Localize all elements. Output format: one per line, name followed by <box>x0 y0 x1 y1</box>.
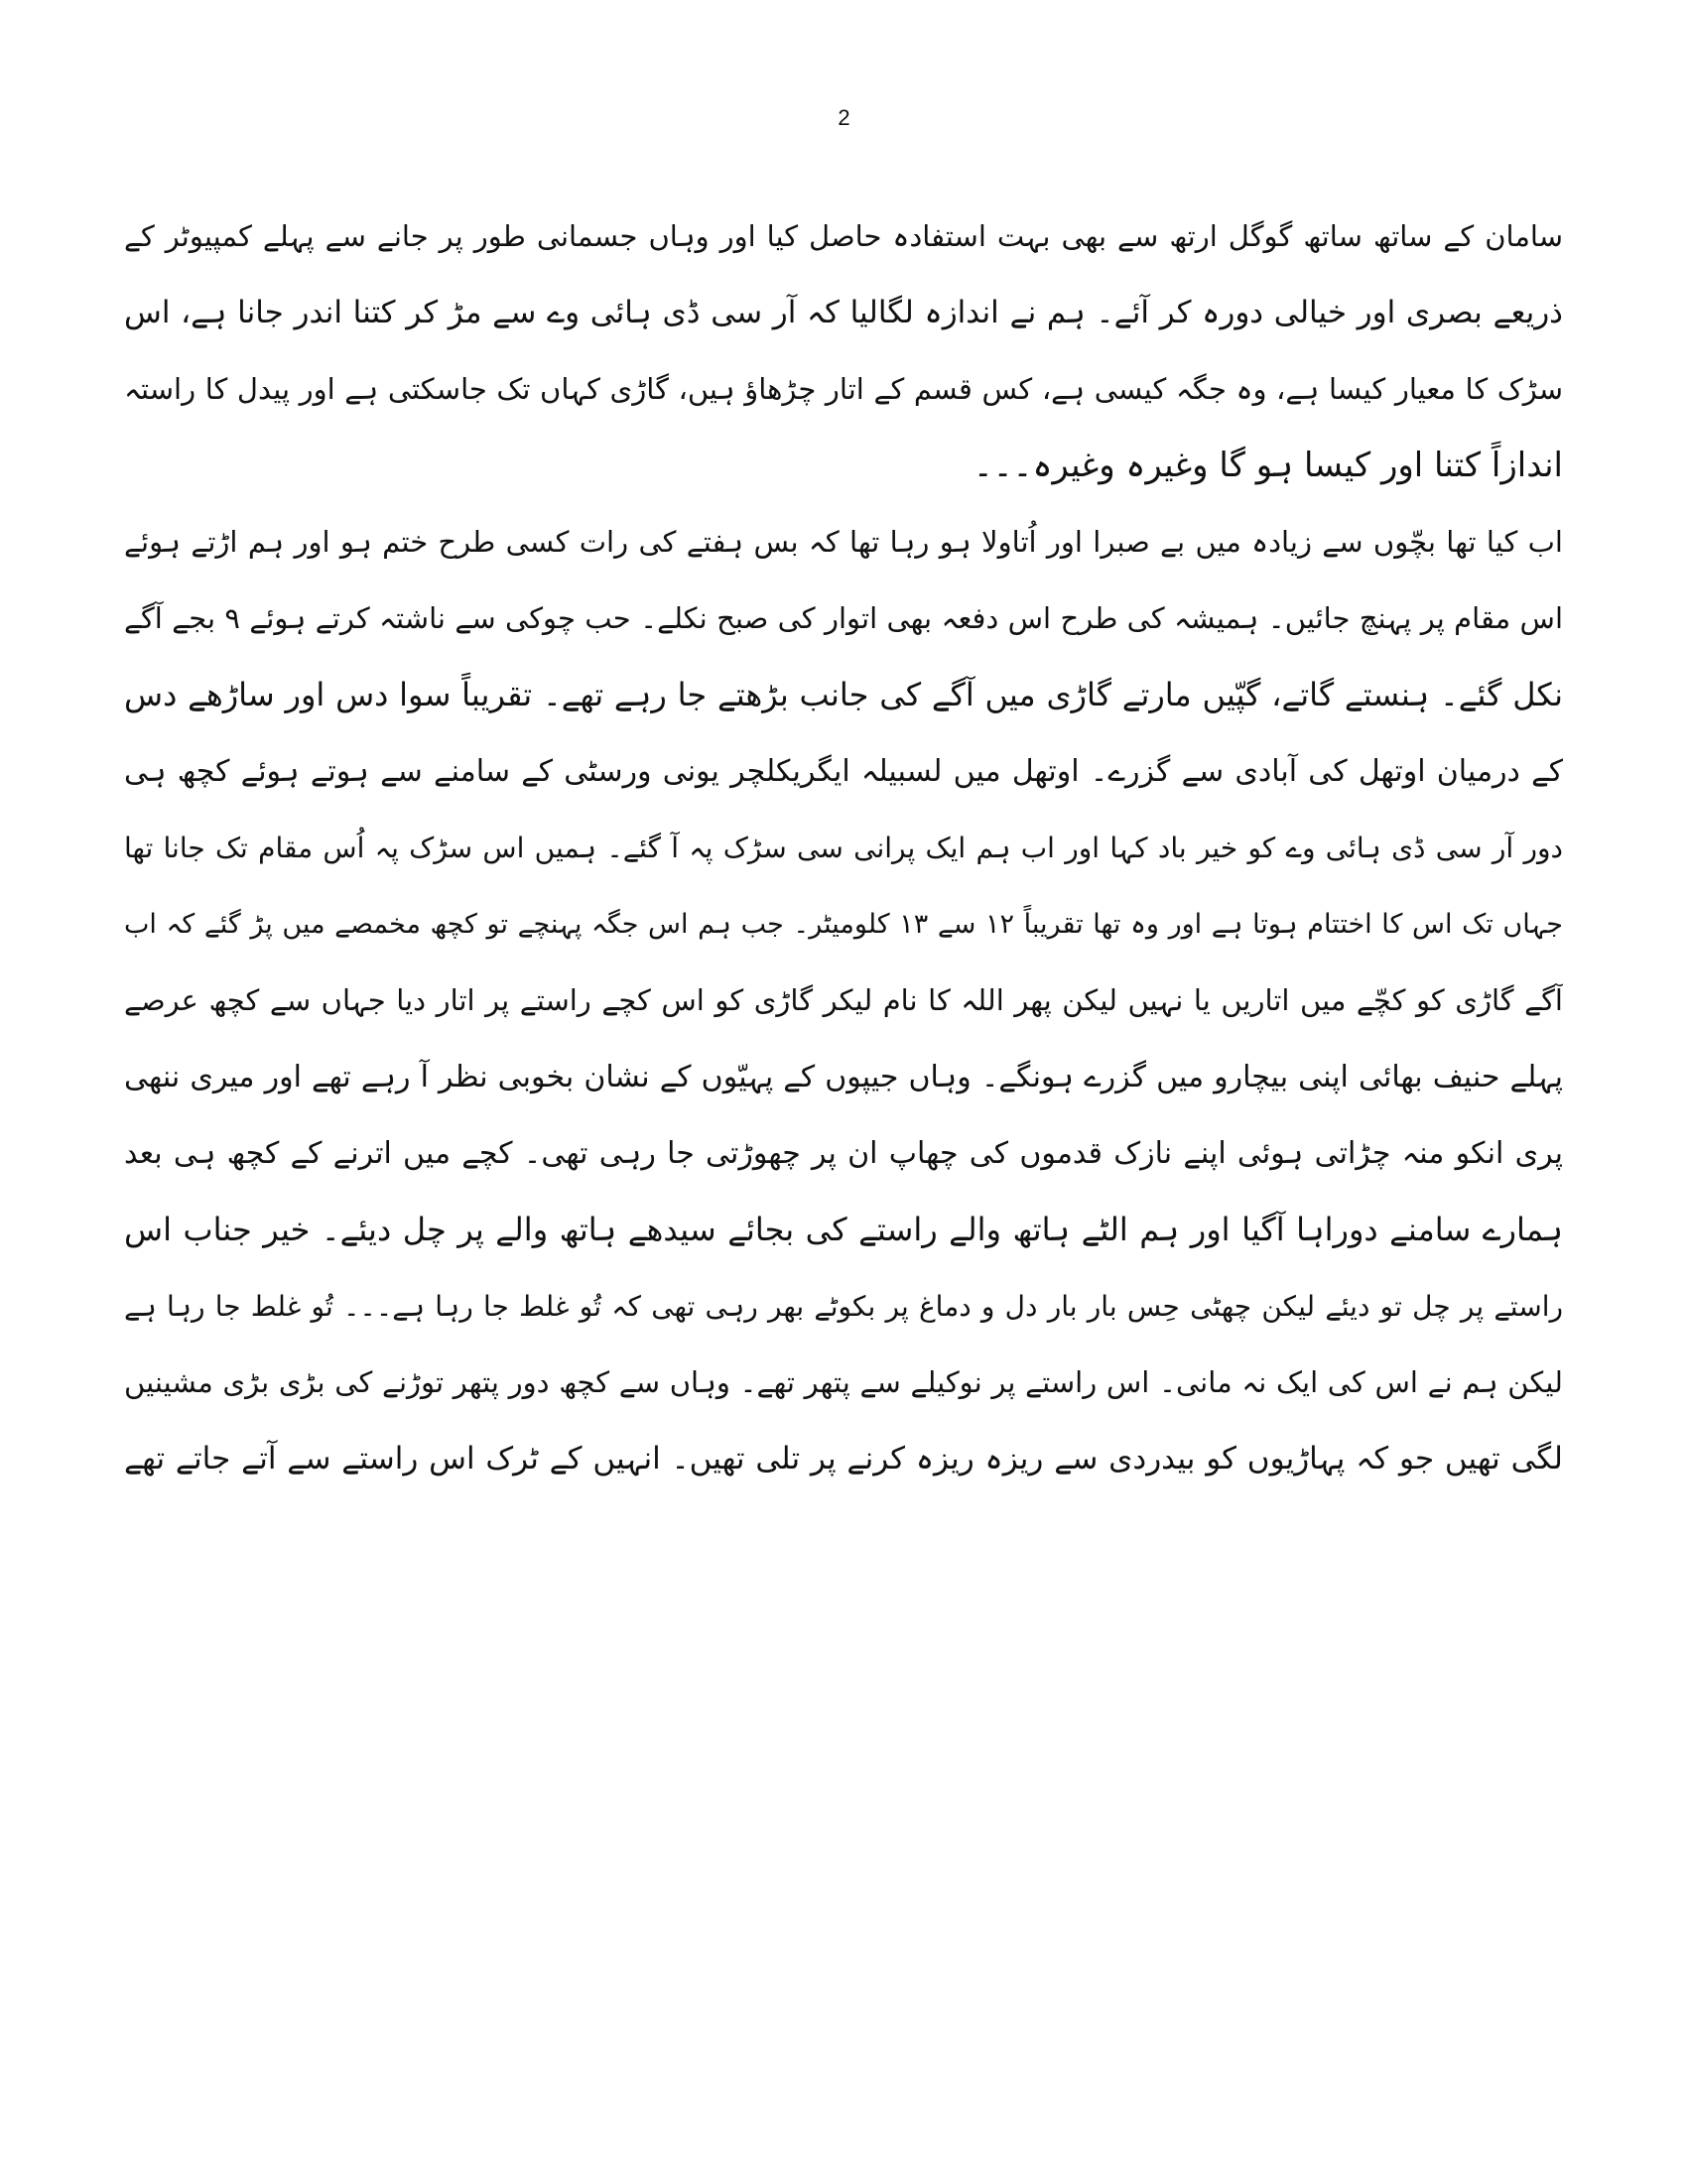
text-line: لیکن ہم نے اس کی ایک نہ مانی۔ اس راستے پر نوکیلے سے پتھر تھے۔ وہاں سے کچھ دور پتھر توڑنے کی بڑی بڑی مشینیں <box>124 1365 1563 1399</box>
text-line: ہمارے سامنے دوراہا آگیا اور ہم الٹے ہاتھ والے راستے کی بجائے سیدھے ہاتھ والے پر چل دیئے۔ خیر جناب اس <box>124 1211 1563 1248</box>
paragraph-2 <box>124 504 1563 1497</box>
text-line: پہلے حنیف بھائی اپنی بیچارو میں گزرے ہونگے۔ وہاں جیپوں کے پہیّوں کے نشان بخوبی نظر آ رہے تھے اور میری ننھی <box>124 1060 1563 1094</box>
text-line: دور آر سی ڈی ہائی وے کو خیر باد کہا اور اب ہم ایک پرانی سی سڑک پہ آ گئے۔ ہمیں اس سڑک پہ اُس مقام تک جانا تھا <box>124 832 1563 864</box>
text-line: کے درمیان اوتھل کی آبادی سے گزرے۔ اوتھل میں لسبیلہ ایگریکلچر یونی ورسٹی کے سامنے سے ہوتے ہوئے کچھ ہی <box>124 754 1563 789</box>
text-line: اندازاً کتنا اور کیسا ہو گا وغیرہ وغیرہ۔۔۔ <box>973 446 1563 485</box>
text-line: اب کیا تھا بچّوں سے زیادہ میں بے صبرا اور اُتاولا ہو رہا تھا کہ بس ہفتے کی رات کسی طرح ختم ہو اور ہم اڑتے ہوئے <box>124 525 1563 559</box>
text-line: راستے پر چل تو دیئے لیکن چھٹی حِس بار بار دل و دماغ پر بکوٹے بھر رہی تھی کہ تُو غلط جا رہا ہے۔۔۔ تُو غلط جا رہا ہے <box>124 1290 1563 1323</box>
text-line: اس مقام پر پہنچ جائیں۔ ہمیشہ کی طرح اس دفعہ بھی اتوار کی صبح نکلے۔ حب چوکی سے ناشتہ کرتے ہوئے ۹ بجے آگے <box>124 601 1563 635</box>
text-line: لگی تھیں جو کہ پہاڑیوں کو بیدردی سے ریزہ ریزہ کرنے پر تلی تھیں۔ انہیں کے ٹرک اس راستے سے آتے جاتے تھے <box>124 1441 1563 1477</box>
text-line: سڑک کا معیار کیسا ہے، وہ جگہ کیسی ہے، کس قسم کے اتار چڑھاؤ ہیں، گاڑی کہاں تک جاسکتی ہے اور پیدل کا راستہ <box>124 372 1563 406</box>
body-text <box>124 198 1563 1497</box>
paragraph-1 <box>124 198 1563 504</box>
text-line: نکل گئے۔ ہنستے گاتے، گپّیں مارتے گاڑی میں آگے کی جانب بڑھتے جا رہے تھے۔ تقریباً سوا دس اور ساڑھے دس <box>124 676 1563 713</box>
text-line: آگے گاڑی کو کچّے میں اتاریں یا نہیں لیکن پھر اللہ کا نام لیکر گاڑی کو اس کچے راستے پر اتار دیا جہاں سے کچھ عرصے <box>124 983 1563 1017</box>
page-number: 2 <box>838 105 850 130</box>
text-line: ذریعے بصری اور خیالی دورہ کر آئے۔ ہم نے اندازہ لگالیا کہ آر سی ڈی ہائی وے سے مڑ کر کتنا اندر جانا ہے، اس <box>124 295 1563 330</box>
text-line: پری انکو منہ چڑاتی ہوئی اپنے نازک قدموں کی چھاپ ان پر چھوڑتی جا رہی تھی۔ کچے میں اترنے کے کچھ ہی بعد <box>124 1136 1563 1171</box>
text-line: سامان کے ساتھ ساتھ گوگل ارتھ سے بھی بہت استفادہ حاصل کیا اور وہاں جسمانی طور پر جانے سے پہلے کمپیوٹر کے <box>124 219 1563 253</box>
text-line: جہاں تک اس کا اختتام ہوتا ہے اور وہ تھا تقریباً ۱۲ سے ۱۳ کلومیٹر۔ جب ہم اس جگہ پہنچے تو کچھ مخمصے میں پڑ گئے کہ اب <box>124 909 1563 940</box>
